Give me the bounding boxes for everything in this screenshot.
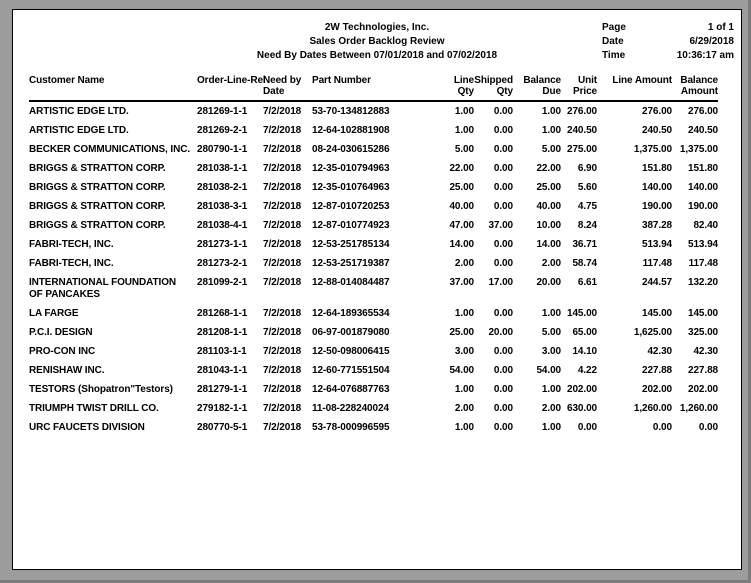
- table-row: [29, 361, 718, 380]
- cell-need-by-date: 7/2/2018: [263, 384, 302, 395]
- cell-order-line-rel: 281038-4-1: [197, 220, 248, 231]
- cell-order-line-rel: 281273-2-1: [197, 258, 248, 269]
- cell-shipped-qty: 0.00: [493, 125, 513, 136]
- meta-date-label: Date: [602, 36, 624, 47]
- table-row: [29, 216, 718, 235]
- cell-unit-price: 202.00: [567, 384, 597, 395]
- cell-order-line-rel: 280770-5-1: [197, 422, 248, 433]
- cell-order-line-rel: 281038-2-1: [197, 182, 248, 193]
- cell-line-amount: 276.00: [642, 106, 672, 117]
- cell-line-amount: 145.00: [642, 308, 672, 319]
- cell-line-amount: 227.88: [642, 365, 672, 376]
- cell-balance-due: 5.00: [541, 327, 561, 338]
- col-header-balance-amount: Balance Amount: [672, 75, 718, 101]
- col-header-balance-due: Balance Due: [513, 75, 561, 101]
- cell-shipped-qty: 20.00: [488, 327, 513, 338]
- report-table-body: [29, 101, 718, 437]
- cell-customer-name: ARTISTIC EDGE LTD.: [29, 125, 129, 136]
- cell-line-amount: 1,625.00: [633, 327, 672, 338]
- report-page: [12, 9, 742, 570]
- cell-balance-amount: 1,260.00: [679, 403, 718, 414]
- cell-line-qty: 2.00: [454, 403, 474, 414]
- cell-balance-due: 10.00: [536, 220, 561, 231]
- table-row: [29, 418, 718, 437]
- meta-time-value: 10:36:17 am: [676, 50, 734, 61]
- cell-part-number: 12-64-102881908: [312, 125, 390, 136]
- cell-balance-due: 14.00: [536, 239, 561, 250]
- meta-date-value: 6/29/2018: [689, 36, 734, 47]
- cell-line-qty: 1.00: [454, 125, 474, 136]
- cell-shipped-qty: 0.00: [493, 308, 513, 319]
- meta-date-row: [602, 35, 734, 49]
- cell-customer-name: P.C.I. DESIGN: [29, 327, 93, 338]
- cell-part-number: 12-50-098006415: [312, 346, 390, 357]
- cell-customer-name: BRIGGS & STRATTON CORP.: [29, 220, 166, 231]
- cell-line-amount: 0.00: [652, 422, 672, 433]
- table-row: [29, 273, 718, 304]
- cell-order-line-rel: 280790-1-1: [197, 144, 248, 155]
- cell-shipped-qty: 0.00: [493, 403, 513, 414]
- cell-balance-amount: 240.50: [688, 125, 718, 136]
- cell-balance-amount: 82.40: [693, 220, 718, 231]
- cell-balance-due: 5.00: [541, 144, 561, 155]
- cell-unit-price: 276.00: [567, 106, 597, 117]
- report-company: 2W Technologies, Inc.: [324, 22, 430, 33]
- cell-line-amount: 140.00: [642, 182, 672, 193]
- table-row: [29, 342, 718, 361]
- cell-need-by-date: 7/2/2018: [263, 201, 302, 212]
- cell-unit-price: 36.71: [572, 239, 597, 250]
- cell-unit-price: 240.50: [567, 125, 597, 136]
- table-row: [29, 101, 718, 121]
- cell-balance-due: 1.00: [541, 308, 561, 319]
- cell-customer-name: TRIUMPH TWIST DRILL CO.: [29, 403, 159, 414]
- cell-shipped-qty: 0.00: [493, 346, 513, 357]
- cell-balance-amount: 145.00: [688, 308, 718, 319]
- meta-time-row: [602, 49, 734, 63]
- cell-line-qty: 37.00: [449, 277, 474, 288]
- cell-order-line-rel: 281279-1-1: [197, 384, 248, 395]
- table-row: [29, 159, 718, 178]
- cell-line-qty: 25.00: [449, 182, 474, 193]
- cell-part-number: 12-53-251785134: [312, 239, 390, 250]
- cell-line-amount: 190.00: [642, 201, 672, 212]
- cell-unit-price: 5.60: [577, 182, 597, 193]
- cell-line-qty: 5.00: [454, 144, 474, 155]
- cell-line-qty: 1.00: [454, 308, 474, 319]
- table-row: [29, 254, 718, 273]
- cell-unit-price: 8.24: [577, 220, 597, 231]
- cell-need-by-date: 7/2/2018: [263, 125, 302, 136]
- col-header-customer-name: Customer Name: [29, 75, 197, 101]
- cell-need-by-date: 7/2/2018: [263, 403, 302, 414]
- cell-order-line-rel: 281273-1-1: [197, 239, 248, 250]
- cell-balance-amount: 202.00: [688, 384, 718, 395]
- cell-need-by-date: 7/2/2018: [263, 144, 302, 155]
- cell-order-line-rel: 281099-2-1: [197, 277, 248, 288]
- cell-balance-due: 1.00: [541, 106, 561, 117]
- cell-balance-due: 2.00: [541, 258, 561, 269]
- cell-balance-due: 40.00: [536, 201, 561, 212]
- cell-part-number: 12-60-771551504: [312, 365, 390, 376]
- cell-order-line-rel: 281043-1-1: [197, 365, 248, 376]
- cell-unit-price: 6.61: [577, 277, 597, 288]
- cell-shipped-qty: 0.00: [493, 163, 513, 174]
- cell-line-qty: 2.00: [454, 258, 474, 269]
- cell-order-line-rel: 281208-1-1: [197, 327, 248, 338]
- cell-need-by-date: 7/2/2018: [263, 365, 302, 376]
- cell-customer-name: RENISHAW INC.: [29, 365, 105, 376]
- meta-time-label: Time: [602, 50, 626, 61]
- cell-customer-name: LA FARGE: [29, 308, 79, 319]
- cell-balance-amount: 190.00: [688, 201, 718, 212]
- cell-shipped-qty: 0.00: [493, 258, 513, 269]
- cell-line-qty: 1.00: [454, 384, 474, 395]
- cell-line-qty: 14.00: [449, 239, 474, 250]
- cell-balance-amount: 325.00: [688, 327, 718, 338]
- cell-order-line-rel: 279182-1-1: [197, 403, 248, 414]
- col-header-line-qty: Line Qty: [407, 75, 474, 101]
- cell-balance-amount: 0.00: [698, 422, 718, 433]
- cell-shipped-qty: 0.00: [493, 239, 513, 250]
- table-row: [29, 197, 718, 216]
- cell-customer-name: URC FAUCETS DIVISION: [29, 422, 145, 433]
- table-row: [29, 380, 718, 399]
- cell-order-line-rel: 281038-3-1: [197, 201, 248, 212]
- cell-line-qty: 47.00: [449, 220, 474, 231]
- report-date-range: Need By Dates Between 07/01/2018 and 07/02/2018: [256, 50, 498, 61]
- cell-part-number: 12-88-014084487: [312, 277, 390, 288]
- cell-customer-name: BRIGGS & STRATTON CORP.: [29, 163, 166, 174]
- cell-customer-name: FABRI-TECH, INC.: [29, 239, 114, 250]
- meta-page-label: Page: [602, 22, 626, 33]
- cell-balance-amount: 140.00: [688, 182, 718, 193]
- cell-need-by-date: 7/2/2018: [263, 163, 302, 174]
- cell-balance-amount: 276.00: [688, 106, 718, 117]
- cell-need-by-date: 7/2/2018: [263, 422, 302, 433]
- cell-balance-due: 1.00: [541, 384, 561, 395]
- cell-customer-name: ARTISTIC EDGE LTD.: [29, 106, 129, 117]
- cell-balance-amount: 132.20: [688, 277, 718, 288]
- cell-part-number: 53-70-134812883: [312, 106, 390, 117]
- cell-need-by-date: 7/2/2018: [263, 327, 302, 338]
- report-meta-block: [602, 21, 734, 63]
- cell-balance-due: 54.00: [536, 365, 561, 376]
- cell-need-by-date: 7/2/2018: [263, 277, 302, 288]
- cell-shipped-qty: 0.00: [493, 144, 513, 155]
- cell-part-number: 12-64-076887763: [312, 384, 390, 395]
- cell-balance-due: 22.00: [536, 163, 561, 174]
- cell-line-amount: 1,260.00: [633, 403, 672, 414]
- cell-balance-amount: 151.80: [688, 163, 718, 174]
- cell-need-by-date: 7/2/2018: [263, 220, 302, 231]
- cell-unit-price: 4.22: [577, 365, 597, 376]
- meta-page-value: 1 of 1: [707, 22, 734, 33]
- cell-order-line-rel: 281103-1-1: [197, 346, 247, 357]
- cell-customer-name: BRIGGS & STRATTON CORP.: [29, 182, 166, 193]
- cell-line-qty: 54.00: [449, 365, 474, 376]
- cell-part-number: 08-24-030615286: [312, 144, 390, 155]
- cell-part-number: 12-35-010764963: [312, 182, 390, 193]
- cell-line-amount: 240.50: [642, 125, 672, 136]
- report-table: [29, 75, 718, 437]
- table-row: [29, 140, 718, 159]
- cell-unit-price: 14.10: [572, 346, 597, 357]
- cell-customer-name: BECKER COMMUNICATIONS, INC.: [29, 144, 191, 155]
- cell-part-number: 12-87-010720253: [312, 201, 390, 212]
- cell-balance-amount: 227.88: [688, 365, 718, 376]
- cell-customer-name: INTERNATIONAL FOUNDATION OF PANCAKES: [29, 277, 177, 300]
- cell-line-amount: 1,375.00: [633, 144, 672, 155]
- table-row: [29, 399, 718, 418]
- col-header-shipped-qty: Shipped Qty: [474, 75, 513, 101]
- cell-shipped-qty: 0.00: [493, 106, 513, 117]
- col-header-order-line-rel: Order-Line-Rel: [197, 75, 263, 101]
- cell-line-amount: 387.28: [642, 220, 672, 231]
- cell-balance-due: 25.00: [536, 182, 561, 193]
- cell-shipped-qty: 37.00: [488, 220, 513, 231]
- cell-balance-amount: 42.30: [693, 346, 718, 357]
- cell-part-number: 12-87-010774923: [312, 220, 390, 231]
- cell-need-by-date: 7/2/2018: [263, 106, 302, 117]
- cell-part-number: 12-64-189365534: [312, 308, 390, 319]
- table-row: [29, 235, 718, 254]
- cell-shipped-qty: 0.00: [493, 422, 513, 433]
- cell-need-by-date: 7/2/2018: [263, 182, 302, 193]
- cell-unit-price: 65.00: [572, 327, 597, 338]
- col-header-part-number: Part Number: [312, 75, 407, 101]
- cell-line-amount: 202.00: [642, 384, 672, 395]
- table-row: [29, 323, 718, 342]
- cell-customer-name: FABRI-TECH, INC.: [29, 258, 114, 269]
- cell-unit-price: 630.00: [567, 403, 597, 414]
- cell-need-by-date: 7/2/2018: [263, 346, 302, 357]
- cell-unit-price: 6.90: [577, 163, 597, 174]
- cell-line-amount: 42.30: [647, 346, 672, 357]
- cell-line-qty: 40.00: [449, 201, 474, 212]
- cell-customer-name: PRO-CON INC: [29, 346, 96, 357]
- cell-line-qty: 1.00: [454, 422, 474, 433]
- cell-line-qty: 1.00: [454, 106, 474, 117]
- cell-line-qty: 25.00: [449, 327, 474, 338]
- meta-page-row: [602, 21, 734, 35]
- cell-line-qty: 22.00: [449, 163, 474, 174]
- cell-part-number: 12-53-251719387: [312, 258, 390, 269]
- col-header-unit-price: Unit Price: [561, 75, 597, 101]
- cell-balance-due: 2.00: [541, 403, 561, 414]
- report-title: Sales Order Backlog Review: [309, 36, 445, 47]
- cell-need-by-date: 7/2/2018: [263, 258, 302, 269]
- cell-unit-price: 145.00: [567, 308, 597, 319]
- cell-unit-price: 58.74: [572, 258, 597, 269]
- cell-line-qty: 3.00: [454, 346, 474, 357]
- table-row: [29, 304, 718, 323]
- cell-part-number: 53-78-000996595: [312, 422, 390, 433]
- cell-need-by-date: 7/2/2018: [263, 308, 302, 319]
- cell-customer-name: BRIGGS & STRATTON CORP.: [29, 201, 166, 212]
- cell-balance-amount: 513.94: [688, 239, 718, 250]
- cell-balance-due: 20.00: [536, 277, 561, 288]
- cell-line-amount: 151.80: [642, 163, 672, 174]
- cell-balance-due: 1.00: [541, 125, 561, 136]
- cell-order-line-rel: 281269-1-1: [197, 106, 248, 117]
- cell-customer-name: TESTORS (Shopatron"Testors): [29, 384, 173, 395]
- cell-shipped-qty: 0.00: [493, 201, 513, 212]
- cell-balance-amount: 1,375.00: [679, 144, 718, 155]
- cell-order-line-rel: 281269-2-1: [197, 125, 248, 136]
- cell-part-number: 12-35-010794963: [312, 163, 390, 174]
- cell-balance-due: 1.00: [541, 422, 561, 433]
- cell-unit-price: 0.00: [577, 422, 597, 433]
- cell-balance-due: 3.00: [541, 346, 561, 357]
- table-row: [29, 178, 718, 197]
- cell-need-by-date: 7/2/2018: [263, 239, 302, 250]
- cell-line-amount: 117.48: [642, 258, 672, 269]
- cell-line-amount: 244.57: [642, 277, 672, 288]
- cell-shipped-qty: 0.00: [493, 384, 513, 395]
- cell-shipped-qty: 0.00: [493, 365, 513, 376]
- cell-line-amount: 513.94: [642, 239, 672, 250]
- cell-shipped-qty: 0.00: [493, 182, 513, 193]
- cell-part-number: 11-08-228240024: [312, 403, 389, 414]
- col-header-line-amount: Line Amount: [597, 75, 672, 101]
- cell-balance-amount: 117.48: [688, 258, 718, 269]
- cell-unit-price: 275.00: [567, 144, 597, 155]
- table-row: [29, 121, 718, 140]
- cell-order-line-rel: 281268-1-1: [197, 308, 248, 319]
- cell-unit-price: 4.75: [577, 201, 597, 212]
- cell-part-number: 06-97-001879080: [312, 327, 390, 338]
- col-header-need-by-date: Need by Date: [263, 75, 312, 101]
- cell-order-line-rel: 281038-1-1: [197, 163, 248, 174]
- table-header-row: [29, 75, 718, 101]
- cell-shipped-qty: 17.00: [488, 277, 513, 288]
